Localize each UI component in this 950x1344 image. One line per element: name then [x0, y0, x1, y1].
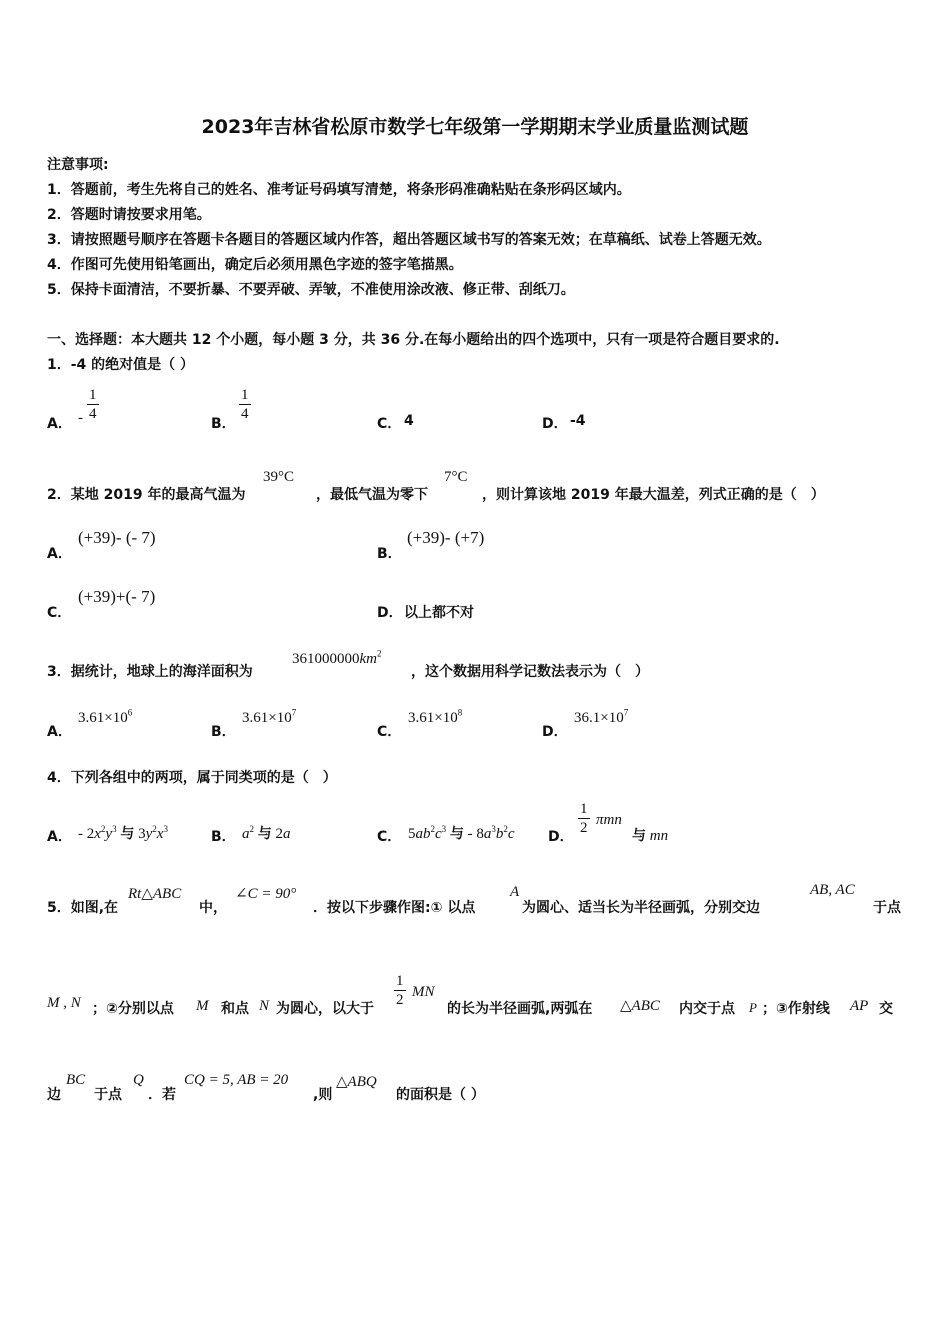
q5-point-q: Q	[133, 1072, 144, 1088]
q1-option-c-label: C．	[377, 416, 402, 432]
notice-item: 4．作图可先使用铅笔画出，确定后必须用黑色字迹的签字笔描黑。	[47, 257, 463, 273]
q2-option-c-label: C．	[47, 605, 72, 621]
q4-option-d-label: D．	[548, 829, 574, 845]
q3-area-exponent: 2	[377, 648, 382, 659]
q2-option-d-text: 以上都不对	[404, 605, 474, 621]
page-title: 2023年吉林省松原市数学七年级第一学期期末学业质量监测试题	[201, 116, 749, 138]
question-3-stem-part: 3．据统计，地球上的海洋面积为	[47, 664, 253, 680]
question-5-text: 为圆心、适当长为半径画弧，分别交边	[522, 900, 760, 916]
fraction-denominator: 4	[241, 406, 249, 422]
notice-heading: 注意事项:	[47, 157, 109, 173]
notice-item: 3．请按照题号顺序在答题卡各题目的答题区域内作答，超出答题区域书写的答案无效；在草稿纸、试卷上答题无效。	[47, 232, 771, 248]
question-5-text: 于点	[873, 900, 901, 916]
q5-half-fraction	[394, 972, 406, 1009]
question-5-text: 5．如图,在	[47, 900, 119, 916]
q4-option-c-label: C．	[377, 829, 402, 845]
conjunction: 与	[257, 826, 272, 842]
q3-option-c-label: C．	[377, 724, 402, 740]
q5-condition: CQ = 5, AB = 20	[184, 1072, 289, 1088]
question-5-text: ；②分别以点	[92, 1001, 174, 1017]
q2-option-b-label: B．	[377, 546, 402, 562]
question-2-stem-part: 2．某地 2019 年的最高气温为	[47, 487, 246, 503]
question-2-stem-part: ，则计算该地 2019 年最大温差，列式正确的是（ ）	[482, 487, 825, 503]
sci-base: 3.61×10	[78, 710, 128, 726]
q3-option-b-value	[242, 707, 296, 727]
notice-item: 1．答题前，考生先将自己的姓名、准考证号码填写清楚，将条形码准确粘贴在条形码区域内。	[47, 182, 631, 198]
q5-triangle-rt-abc: Rt△ABC	[128, 886, 182, 902]
q4-option-d-fraction	[578, 800, 590, 837]
fraction-numerator: 1	[396, 973, 404, 989]
q3-area-value	[292, 648, 382, 668]
q3-option-b-label: B．	[211, 724, 236, 740]
sci-exponent: 8	[457, 707, 463, 718]
fraction-denominator: 2	[580, 820, 588, 836]
q5-point-a: A	[510, 884, 520, 900]
q5-points-m-n: M , N	[47, 995, 81, 1011]
q5-sides-ab-ac: AB, AC	[810, 882, 855, 898]
question-5-text: 的面积是（ ）	[396, 1087, 485, 1103]
question-4-stem: 4．下列各组中的两项，属于同类项的是（ ）	[47, 770, 337, 786]
question-5-text: 边	[47, 1087, 61, 1103]
question-5-text: ．若	[148, 1087, 176, 1103]
sci-base: 3.61×10	[242, 710, 292, 726]
q4-option-a-expression: - $2x^2y^3$ 与 $3y^2x^3$	[78, 824, 168, 842]
fraction-denominator: 2	[396, 992, 404, 1008]
q5-angle-c: ∠C = 90°	[235, 886, 297, 902]
question-5-text: 为圆心，以大于	[276, 1001, 374, 1017]
fraction-numerator: 1	[89, 387, 97, 403]
q2-temp-high: 39°C	[263, 469, 295, 485]
q3-option-c-value	[408, 707, 462, 727]
question-3-stem-part: ，这个数据用科学记数法表示为（ ）	[411, 664, 649, 680]
q2-option-a-label: A．	[47, 546, 72, 562]
question-1-stem: 1．-4 的绝对值是（ ）	[47, 357, 195, 373]
conjunction: 与	[632, 828, 646, 844]
fraction-denominator: 4	[89, 406, 97, 422]
conjunction: 与	[449, 826, 464, 842]
q5-segment-mn: MN	[412, 984, 435, 1000]
q3-option-a-value	[78, 707, 132, 727]
q4-option-d-term-2: 与 mn	[632, 828, 669, 844]
q5-triangle-abq: △ABQ	[336, 1074, 377, 1090]
notice-item: 5．保持卡面清洁，不要折暴、不要弄破、弄皱，不准使用涂改液、修正带、刮纸刀。	[47, 282, 575, 298]
q4-option-b-label: B．	[211, 829, 236, 845]
q5-point-n: N	[259, 998, 270, 1014]
q4-option-d-term-1: πmn	[596, 812, 622, 828]
question-5-text: 和点	[221, 1001, 249, 1017]
question-5-text: 内交于点	[679, 1001, 735, 1017]
q3-option-d-value	[574, 707, 628, 727]
q1-option-c-value: 4	[404, 413, 414, 429]
question-5-text: 于点	[94, 1087, 122, 1103]
q3-area-number: 361000000	[292, 651, 360, 667]
q3-option-a-label: A．	[47, 724, 72, 740]
q2-option-a-expression: (+39)- (- 7)	[78, 528, 156, 547]
question-5-text: 的长为半径画弧,两弧在	[447, 1001, 593, 1017]
sci-exponent: 7	[291, 707, 297, 718]
q2-option-b-expression: (+39)- (+7)	[407, 528, 485, 547]
q4-option-b-expression: $a^2$ 与 2a	[242, 824, 291, 842]
q3-option-d-label: D．	[542, 724, 568, 740]
sci-exponent: 7	[623, 707, 629, 718]
q2-option-d-label: D．	[377, 605, 403, 621]
fraction-numerator: 1	[580, 801, 588, 817]
q5-side-bc: BC	[66, 1072, 86, 1088]
q5-point-m: M	[196, 998, 209, 1014]
sci-base: 3.61×10	[408, 710, 458, 726]
q1-option-a-sign: -	[78, 410, 83, 426]
q1-option-d-label: D．	[542, 416, 568, 432]
q1-option-a-label: A．	[47, 416, 72, 432]
q1-option-a-fraction	[87, 386, 99, 423]
conjunction: 与	[120, 826, 135, 842]
question-5-text: 中，	[199, 900, 227, 916]
q4-option-a-label: A．	[47, 829, 72, 845]
question-5-text: ．按以下步骤作图:① 以点	[313, 900, 476, 916]
q3-area-unit: km	[359, 651, 377, 667]
q2-option-c-expression: (+39)+(- 7)	[78, 587, 156, 606]
q1-option-b-label: B．	[211, 416, 236, 432]
question-5-text: 交	[879, 1001, 893, 1017]
notice-item: 2．答题时请按要求用笔。	[47, 207, 211, 223]
q1-option-b-fraction	[239, 386, 251, 423]
section-heading: 一、选择题：本大题共 12 个小题，每小题 3 分，共 36 分.在每小题给出的四个选项中，只有一项是符合题目要求的.	[47, 332, 780, 348]
q5-ray-ap: AP	[850, 998, 869, 1014]
fraction-numerator: 1	[241, 387, 249, 403]
sci-base: 36.1×10	[574, 710, 624, 726]
q1-option-d-value: -4	[570, 413, 586, 429]
sci-exponent: 6	[127, 707, 133, 718]
question-5-text: ；③作射线	[762, 1001, 830, 1017]
question-2-stem-part: ，最低气温为零下	[316, 487, 428, 503]
q5-point-p: P	[749, 1000, 757, 1015]
q4-option-c-expression: $5ab^2c^3$ 与 - $8a^3b^2c$	[408, 824, 515, 842]
q5-triangle-abc: △ABC	[620, 998, 660, 1014]
q2-temp-low: 7°C	[444, 469, 468, 485]
question-5-text: ,则	[313, 1087, 333, 1103]
